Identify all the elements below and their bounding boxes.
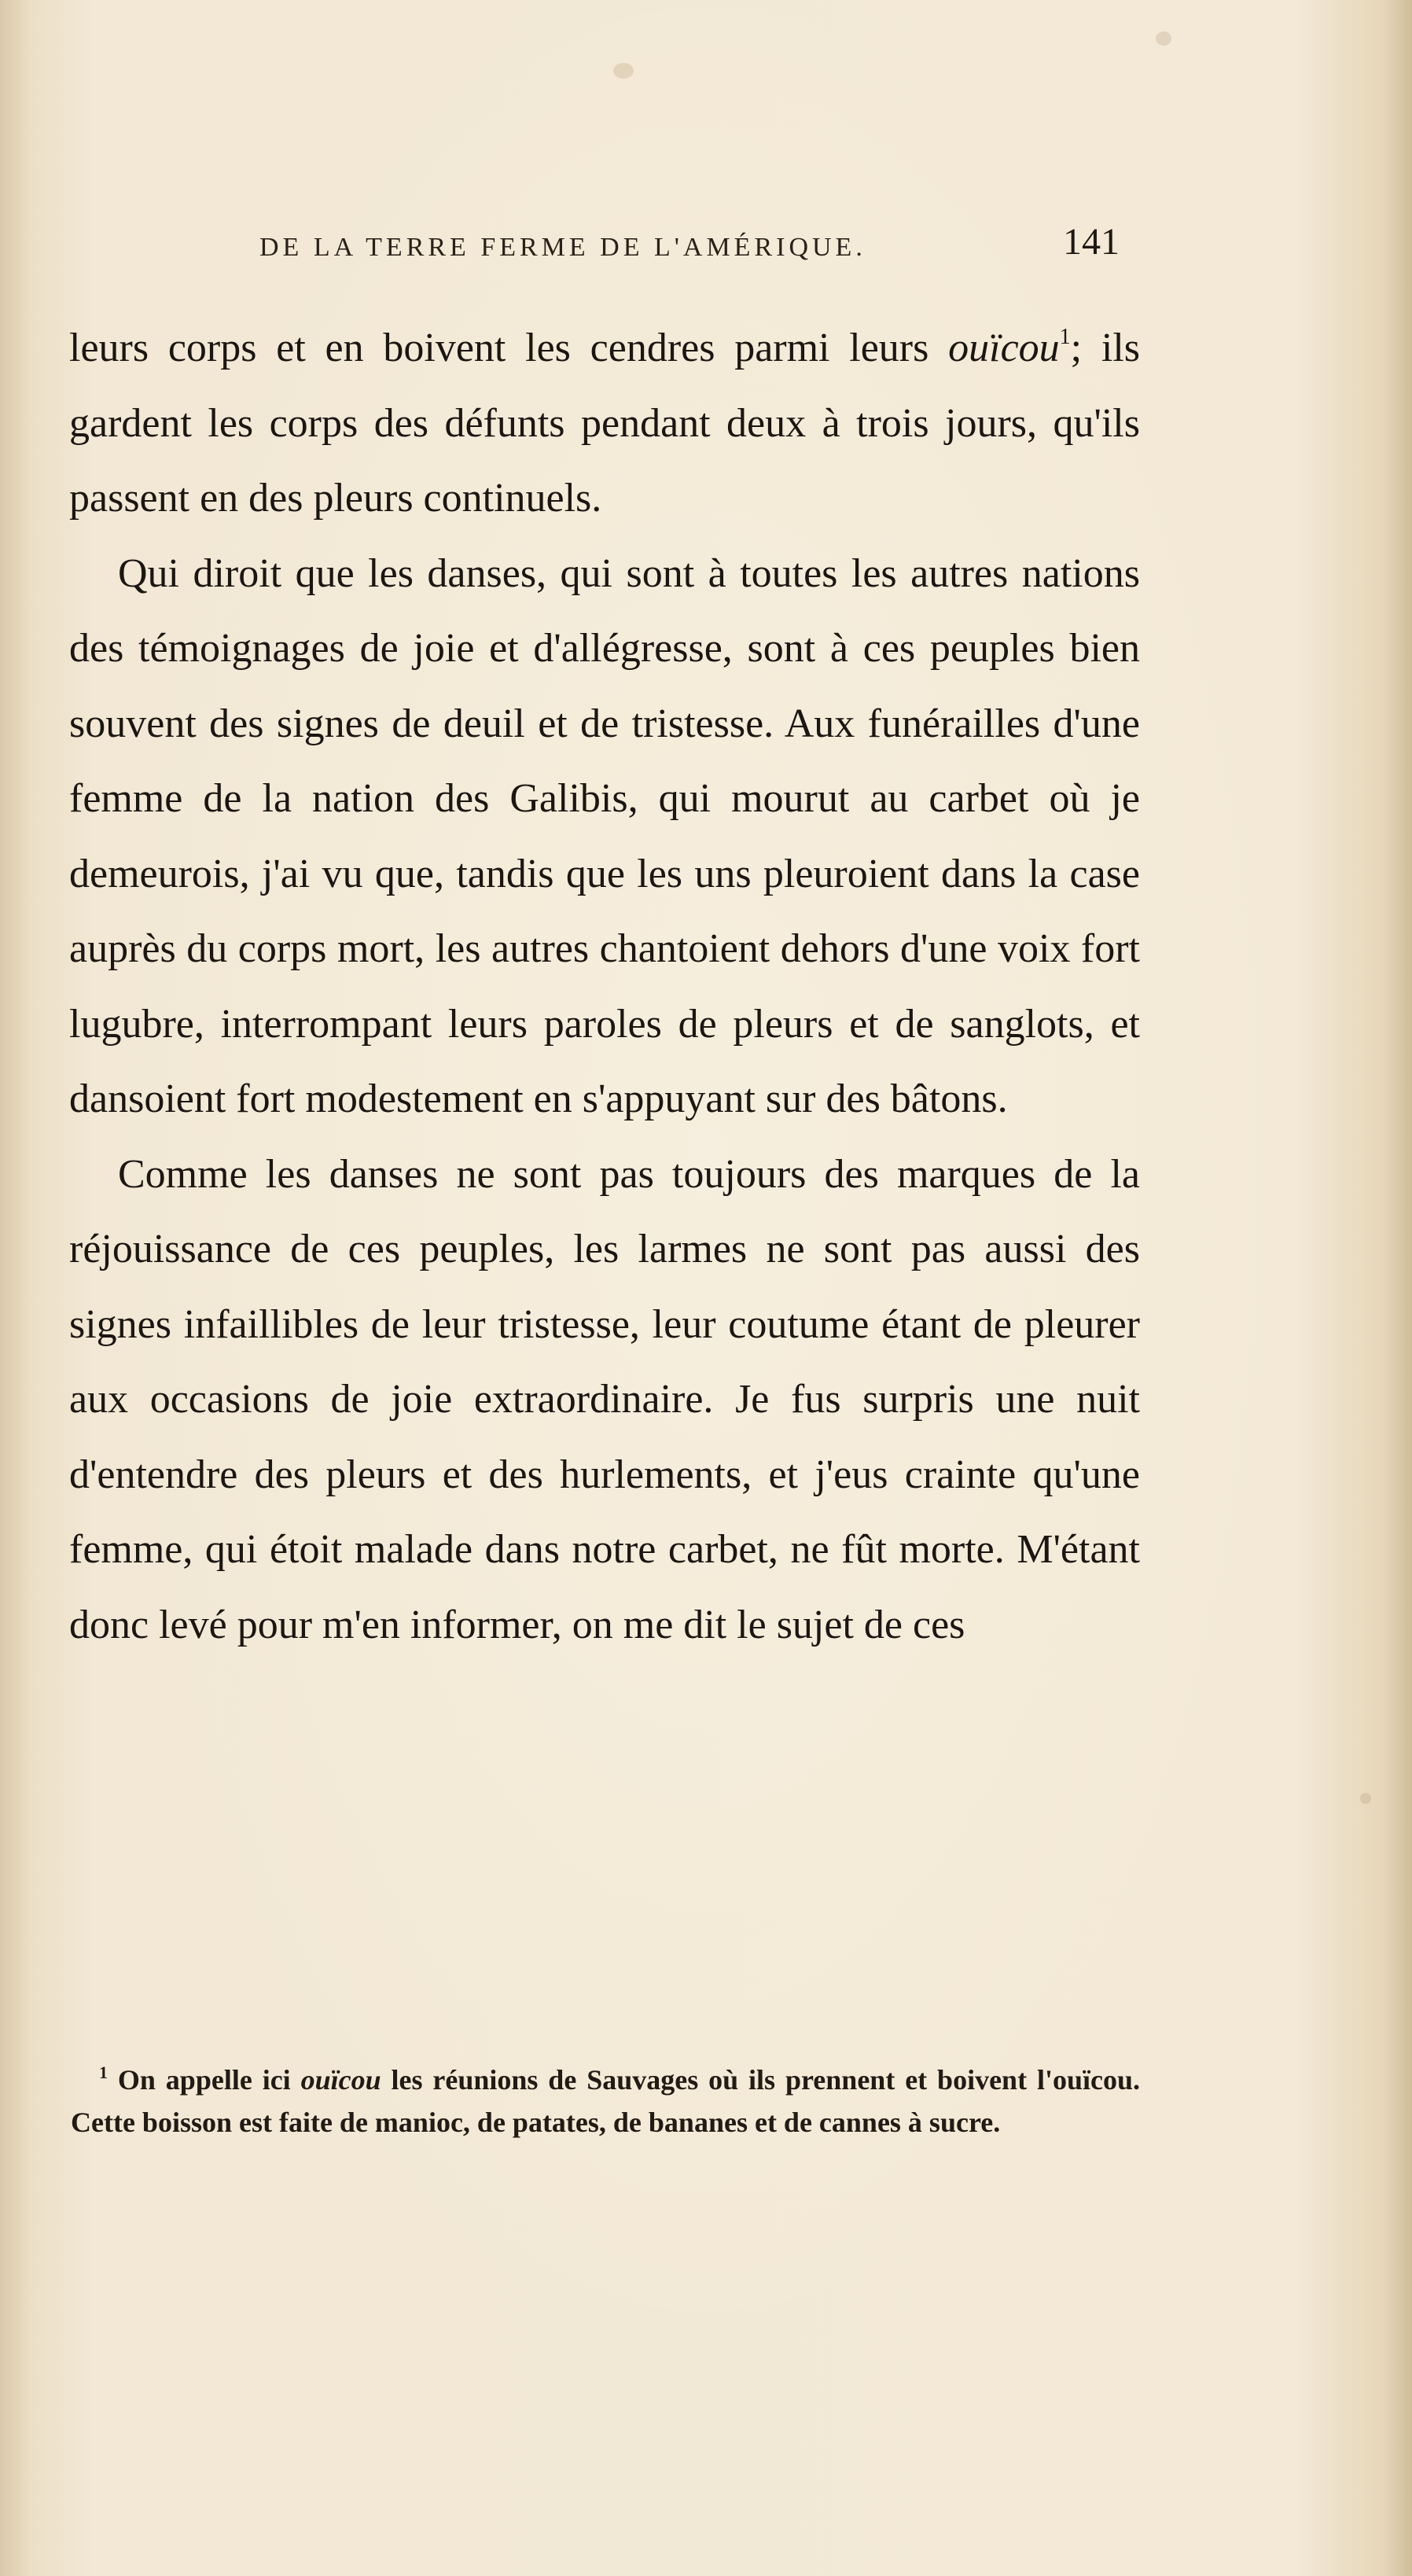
foxing-spot: [1360, 1793, 1371, 1804]
term-ouicou: ouïcou: [948, 326, 1060, 370]
footnote-term: ouïcou: [300, 2064, 381, 2096]
foxing-spot: [1156, 31, 1171, 46]
paragraph-3: Comme les danses ne sont pas toujours des marques de la réjouissance de ces peuples, les larmes ne sont pas aussi des signes infaillibles de leur tristesse, leur coutume étant de pleurer aux occasions de joie extraordinaire. Je fus surpris une nuit d'entendre des pleurs et des hurlements, et j'eus crainte qu'une femme, qui étoit malade dans notre carbet, ne fût morte. M'étant donc levé pour m'en informer, on me dit le sujet de ces: [69, 1151, 1140, 1647]
page-number: 141: [1063, 221, 1120, 263]
body-text: [69, 311, 1140, 1662]
footnote-reference: 1: [1059, 325, 1071, 349]
paragraph-2: Qui diroit que les danses, qui sont à toutes les autres nations des témoignages de joie et d'allégresse, sont à ces peuples bien souvent des signes de deuil et de tristesse. Aux funérailles d'une femme de la nation des Galibis, qui mourut au carbet où je demeurois, j'ai vu que, tandis que les uns pleuroient dans la case auprès du corps mort, les autres chantoient dehors d'une voix fort lugubre, interrompant leurs paroles de pleurs et de sanglots, et dansoient fort modestement en s'appuyant sur des bâtons.: [69, 550, 1140, 1121]
paragraph-1-text-a: leurs corps et en boivent les cendres parmi leurs: [69, 326, 949, 370]
running-head: DE LA TERRE FERME DE L'AMÉRIQUE.: [259, 233, 866, 262]
footnote-text-b: les réunions de Sauvages où ils prennent et boivent l'ouïcou. Cette boisson est faite de manioc, de patates, de bananes et de cannes à sucre.: [71, 2064, 1140, 2138]
footnote-marker: 1: [99, 2063, 108, 2082]
footnote: [71, 2059, 1140, 2144]
foxing-spot: [613, 63, 634, 79]
paragraph-1-text-b: ; ils gardent les corps des défunts pendant deux à trois jours, qu'ils passent en des pleurs continuels.: [69, 326, 1140, 521]
paragraph-1: [69, 311, 1140, 536]
footnote-text-a: On appelle ici: [108, 2064, 301, 2096]
